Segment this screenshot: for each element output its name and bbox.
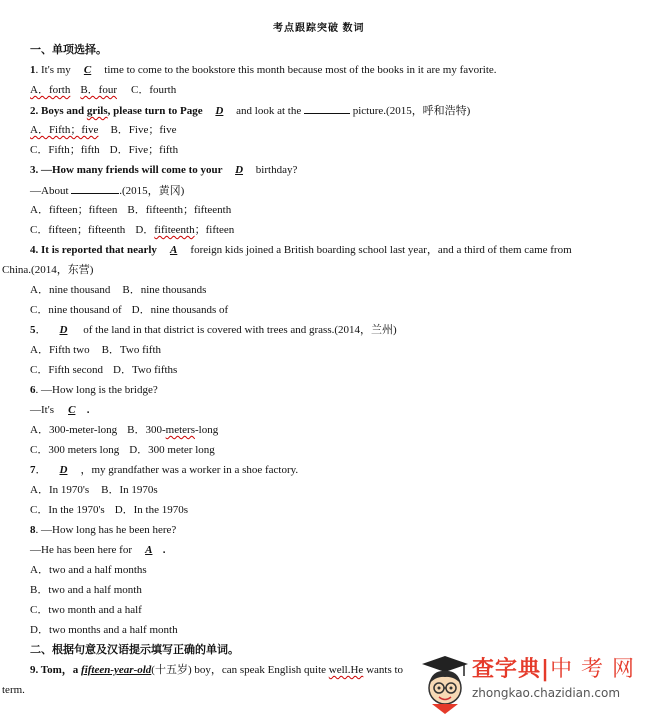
question-6-options-ab [30, 423, 218, 437]
q6-line2-pre: —It's [30, 404, 57, 416]
page-title: 考点跟踪突破 数词 [273, 23, 365, 34]
q2-option-c: C．Fifth；fifth [30, 144, 100, 156]
q1-option-c: C．fourth [131, 84, 177, 96]
q3-answer: D [235, 164, 244, 176]
q1-answer: C [83, 64, 92, 76]
q8-option-b: B．two and a half month [30, 584, 142, 596]
q3-text-post: birthday? [253, 164, 298, 176]
question-6-line2 [30, 403, 89, 417]
q9-typo: well.He [328, 664, 364, 676]
question-3-options-cd [30, 223, 234, 237]
question-2-options-cd [30, 143, 178, 157]
section-2-heading: 二、根据句意及汉语提示填写正确的单词。 [30, 644, 239, 656]
q8-option-c: C．two month and a half [30, 604, 142, 616]
question-9-continuation: term. [2, 684, 25, 696]
q1-number: 1 [30, 64, 36, 76]
q5-option-b: B．Two fifth [101, 344, 162, 356]
watermark-brand [472, 652, 635, 683]
q3-number: 3 [30, 164, 36, 176]
q4-number: 4 [30, 244, 36, 256]
q2-answer: D [215, 105, 224, 117]
q6-line2-post: . [86, 404, 90, 416]
watermark-url: zhongkao.chazidian.com [472, 686, 621, 700]
q3-line2-post: .(2015，黄冈) [119, 185, 185, 197]
q6-option-b-typo: meters [165, 424, 195, 436]
q3-blank [71, 183, 119, 194]
q8-text-pre: . —How long has he been here? [35, 524, 177, 536]
q4-text-pre: . It is reported that nearly [35, 244, 160, 256]
question-2-stem [30, 103, 470, 118]
q5-text-pre: ． [35, 324, 47, 336]
q8-line2-pre: —He has been here for [30, 544, 135, 556]
q7-number: 7 [30, 464, 36, 476]
q8-option-d: D．two months and a half month [30, 624, 178, 636]
q5-text-post: of the land in that district is covered with trees and grass.(2014，兰州) [80, 324, 397, 336]
q3-line2-pre: —About [30, 185, 72, 197]
q2-typo: grils [86, 105, 108, 117]
question-7-options-ab [30, 483, 158, 497]
question-5-stem [30, 323, 397, 337]
question-9-stem [30, 663, 403, 677]
q8-line2-post: . [162, 544, 166, 556]
q5-option-c: C．Fifth second [30, 364, 104, 376]
question-3-line2 [30, 183, 184, 198]
q1-option-b: B．four [80, 84, 117, 96]
q8-option-a: A．two and a half months [30, 564, 147, 576]
question-5-options-ab [30, 343, 161, 357]
question-7-options-cd [30, 503, 188, 517]
q9-text-pre: . Tom，a [35, 664, 82, 676]
q7-option-d: D．In the 1970s [114, 504, 189, 516]
q3-option-c: C．fifteen；fifteenth [30, 224, 126, 236]
q4-option-d: D．nine thousands of [131, 304, 229, 316]
site-watermark [418, 650, 653, 720]
q3-option-b: B．fifteenth；fifteenth [127, 204, 232, 216]
q2-text-mid: , please turn to Page [107, 105, 206, 117]
question-4-continuation: China.(2014，东营) [2, 264, 94, 276]
q6-option-d: D．300 meter long [129, 444, 215, 456]
question-3-stem [30, 163, 297, 177]
q7-text-pre: ． [35, 464, 47, 476]
question-1-options [30, 83, 176, 97]
q3-option-d-label: D． [135, 224, 155, 236]
mascot-logo-icon [420, 654, 470, 716]
q8-number: 8 [30, 524, 36, 536]
q5-option-a: A．Fifth two [30, 344, 90, 356]
q2-blank [304, 103, 350, 114]
q7-option-a: A．In 1970's [30, 484, 90, 496]
q1-text-pre: . It's my [35, 64, 74, 76]
question-5-options-cd [30, 363, 177, 377]
watermark-zhongkao: 中 考 网 [550, 657, 636, 682]
q2-number: 2 [30, 105, 36, 117]
question-4-stem [30, 243, 572, 257]
q7-text-post: ，my grandfather was a worker in a shoe factory. [80, 464, 299, 476]
q3-option-d-typo: fifiteenth [154, 224, 195, 236]
q7-option-b: B．In 1970s [101, 484, 158, 496]
q6-text-pre: . —How long is the bridge? [35, 384, 158, 396]
q9-number: 9 [30, 664, 36, 676]
question-7-stem [30, 463, 298, 477]
question-3-options-ab [30, 203, 231, 217]
q9-text-mid: (十五岁) boy，can speak English quite [151, 664, 329, 676]
q8-answer: A [145, 544, 153, 556]
q3-option-d-post: ；fifteen [194, 224, 235, 236]
q6-option-b-label: B．300- [127, 424, 166, 436]
q9-text-post: wants to [363, 664, 404, 676]
q4-option-b: B．nine thousands [122, 284, 207, 296]
q1-option-a: A．forth [30, 84, 71, 96]
q4-option-c: C．nine thousand of [30, 304, 122, 316]
q3-text-pre: . —How many friends will come to your [35, 164, 226, 176]
question-6-stem [30, 383, 158, 397]
q9-filled-answer: fifteen-year-old [81, 664, 152, 676]
question-4-options-cd [30, 303, 228, 317]
q1-text-post: time to come to the bookstore this month because most of the books in it are my favorite. [101, 64, 497, 76]
q6-option-c: C．300 meters long [30, 444, 120, 456]
q6-option-b-post: -long [194, 424, 219, 436]
q2-text-post2: picture.(2015，呼和浩特) [349, 105, 471, 117]
q3-option-a: A．fifteen；fifteen [30, 204, 118, 216]
q6-answer: C [68, 404, 76, 416]
q5-answer: D [59, 324, 68, 336]
section-1-heading: 一、单项选择。 [30, 44, 107, 56]
question-8-line2 [30, 543, 166, 557]
question-2-options-ab [30, 123, 176, 137]
q4-text-post: foreign kids joined a British boarding school last year，and a third of them came from [187, 244, 572, 256]
q5-option-d: D．Two fifths [113, 364, 178, 376]
watermark-separator: | [541, 657, 551, 682]
q4-option-a: A．nine thousand [30, 284, 111, 296]
question-8-stem [30, 523, 176, 537]
watermark-brand-name: 查字典 [472, 657, 542, 682]
q2-option-d: D．Five；fifth [109, 144, 179, 156]
q6-option-a: A．300-meter-long [30, 424, 118, 436]
q2-option-b: B．Five；five [110, 124, 177, 136]
q6-number: 6 [30, 384, 36, 396]
question-4-options-ab [30, 283, 206, 297]
q7-answer: D [59, 464, 68, 476]
q4-answer: A [169, 244, 178, 256]
q2-text-post: and look at the [233, 105, 304, 117]
q5-number: 5 [30, 324, 36, 336]
question-1-stem [30, 63, 497, 77]
q7-option-c: C．In the 1970's [30, 504, 105, 516]
q2-option-a: A．Fifth；five [30, 124, 99, 136]
question-6-options-cd [30, 443, 215, 457]
q2-text-pre: . Boys and [35, 105, 87, 117]
